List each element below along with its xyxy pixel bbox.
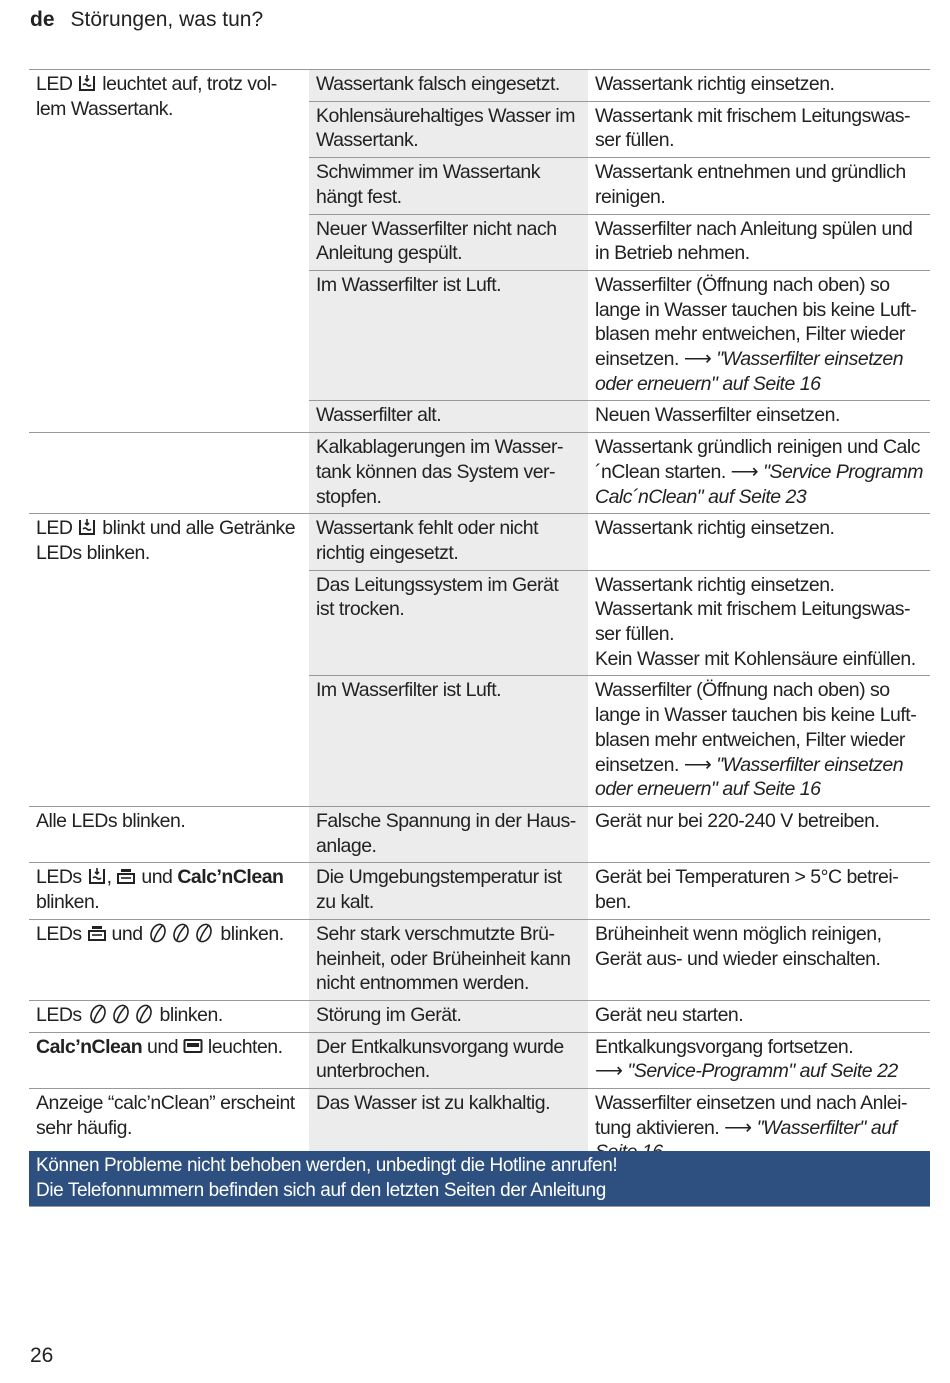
remedy-cell: Gerät bei Temperaturen > 5°C betrei-ben. xyxy=(588,863,930,919)
table-row xyxy=(29,70,930,102)
arrow-icon: ⟶ xyxy=(595,1060,623,1083)
problem-cell: Calc’nClean und leuchten. xyxy=(29,1032,309,1088)
table-row xyxy=(29,919,930,1000)
table-row xyxy=(29,1032,930,1088)
page-reference: "Service Programm Calc´nClean" auf Seite 23 xyxy=(595,460,923,508)
remedy-cell: Gerät nur bei 220-240 V betreiben. xyxy=(588,806,930,862)
remedy-cell: Entkalkungsvorgang fortsetzen. ⟶ "Service-Programm" auf Seite 22 xyxy=(588,1032,930,1088)
page-reference: "Wasserfilter einsetzen oder erneuern" auf Seite 16 xyxy=(595,753,904,801)
remedy-cell: Wassertank richtig einsetzen. xyxy=(588,70,930,102)
cause-cell: Wassertank falsch eingesetzt. xyxy=(309,70,588,102)
cause-cell: Neuer Wasserfilter nicht nach Anleitung gespült. xyxy=(309,214,588,270)
cause-cell: Die Umgebungstemperatur ist zu kalt. xyxy=(309,863,588,919)
water-tank-icon xyxy=(77,517,97,537)
cause-cell: Im Wasserfilter ist Luft. xyxy=(309,676,588,807)
drip-tray-icon xyxy=(116,866,136,886)
remedy-cell: Wassertank entnehmen und gründlich reinigen. xyxy=(588,158,930,214)
cause-cell: Kalkablagerungen im Wasser-tank können das System ver-stopfen. xyxy=(309,433,588,514)
cause-cell: Schwimmer im Wassertank hängt fest. xyxy=(309,158,588,214)
remedy-cell: Wasserfilter (Öffnung nach oben) so lange in Wasser tauchen bis keine Luft-blasen mehr entweichen, Filter wieder einsetzen. ⟶ "Wasserfilter einsetzen oder erneuern" auf Seite 16 xyxy=(588,676,930,807)
remedy-cell: Neuen Wasserfilter einsetzen. xyxy=(588,401,930,433)
hotline-notice xyxy=(29,1151,930,1207)
table-row xyxy=(29,863,930,919)
table-row xyxy=(29,514,930,570)
drip-tray-icon xyxy=(87,923,107,943)
cause-cell: Störung im Gerät. xyxy=(309,1000,588,1032)
hotline-notice-line: Können Probleme nicht behoben werden, unbedingt die Hotline anrufen! xyxy=(36,1155,618,1176)
cause-cell: Wassertank fehlt oder nicht richtig eingesetzt. xyxy=(309,514,588,570)
problem-cell: LEDs blinken. xyxy=(29,1000,309,1032)
arrow-icon: ⟶ xyxy=(724,1116,752,1139)
language-tag: de xyxy=(30,8,55,31)
water-tank-icon xyxy=(87,866,107,886)
problem-cell: LED blinkt und alle Getränke LEDs blinken. xyxy=(29,514,309,807)
remedy-cell: Gerät neu starten. xyxy=(588,1000,930,1032)
troubleshooting-table xyxy=(29,69,930,1169)
remedy-cell: Wassertank richtig einsetzen. Wassertank mit frischem Leitungswas-ser füllen. Kein Wasser mit Kohlensäure einfüllen. xyxy=(588,570,930,676)
table-row xyxy=(29,433,930,514)
divider xyxy=(29,1206,930,1207)
table-row xyxy=(29,806,930,862)
coffee-beans-icon xyxy=(147,923,215,943)
table-row xyxy=(29,1000,930,1032)
problem-cell: Anzeige “calc’nClean” erscheint sehr häufig. xyxy=(29,1089,309,1170)
descaling-icon xyxy=(183,1036,203,1056)
remedy-cell: Wasserfilter einsetzen und nach Anlei-tung aktivieren. ⟶ "Wasserfilter" auf xyxy=(588,1089,930,1170)
coffee-beans-icon xyxy=(87,1004,155,1024)
page-header xyxy=(30,8,263,32)
problem-cell: LEDs und blinken. xyxy=(29,919,309,1000)
cause-cell: Der Entkalkunsvorgang wurde unterbrochen. xyxy=(309,1032,588,1088)
water-tank-icon xyxy=(77,73,97,93)
problem-cell: Alle LEDs blinken. xyxy=(29,806,309,862)
arrow-icon: ⟶ xyxy=(730,460,759,483)
page-number: 26 xyxy=(30,1344,54,1367)
remedy-cell: Wassertank gründlich reinigen und Calc´nClean starten. ⟶ "Service Programm Calc´nClean" auf Seite 23 xyxy=(588,433,930,514)
page-title: Störungen, was tun? xyxy=(70,8,264,31)
cause-cell: Kohlensäurehaltiges Wasser im Wassertank. xyxy=(309,101,588,157)
problem-cell: LED leuchtet auf, trotz vol-lem Wassertank. xyxy=(29,70,309,433)
remedy-cell: Wassertank richtig einsetzen. xyxy=(588,514,930,570)
page-reference: "Wasserfilter einsetzen oder erneuern" auf Seite 16 xyxy=(595,348,904,395)
page-reference: "Wasserfilter" auf xyxy=(756,1116,897,1139)
problem-cell-empty xyxy=(29,433,309,514)
page-reference: "Service-Programm" auf Seite 22 xyxy=(627,1060,898,1083)
arrow-icon: ⟶ xyxy=(683,753,712,776)
arrow-icon: ⟶ xyxy=(683,348,712,371)
cause-cell: Das Wasser ist zu kalkhaltig. xyxy=(309,1089,588,1170)
problem-cell: LEDs , und Calc’nClean blinken. xyxy=(29,863,309,919)
cause-cell: Wasserfilter alt. xyxy=(309,401,588,433)
cause-cell: Im Wasserfilter ist Luft. xyxy=(309,270,588,401)
cause-cell: Falsche Spannung in der Haus-anlage. xyxy=(309,806,588,862)
cause-cell: Das Leitungssystem im Gerät ist trocken. xyxy=(309,570,588,676)
remedy-cell: Brüheinheit wenn möglich reinigen, Gerät aus- und wieder einschalten. xyxy=(588,919,930,1000)
cause-cell: Sehr stark verschmutzte Brü-heinheit, oder Brüheinheit kann nicht entnommen werden. xyxy=(309,919,588,1000)
remedy-cell: Wasserfilter (Öffnung nach oben) so lange in Wasser tauchen bis keine Luft-blasen mehr entweichen, Filter wieder einsetzen. ⟶ "Wasserfilter einsetzen oder erneuern" auf Seite 16 xyxy=(588,270,930,401)
remedy-cell: Wasserfilter nach Anleitung spülen und in Betrieb nehmen. xyxy=(588,214,930,270)
remedy-cell: Wassertank mit frischem Leitungswas-ser füllen. xyxy=(588,101,930,157)
hotline-notice-line: Die Telefonnummern befinden sich auf den letzten Seiten der Anleitung xyxy=(36,1179,606,1201)
